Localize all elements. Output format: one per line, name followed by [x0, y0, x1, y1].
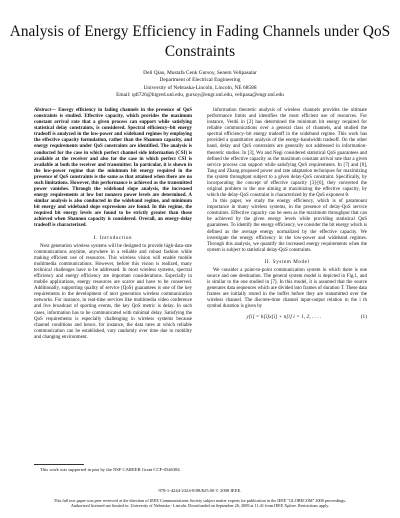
- license-line-2: Authorized licensed use limited to: University of Nebraska - Lincoln. Downloaded on September 26, 2009 at 11:41 from IEEE Xplore. Restrictions apply.: [70, 503, 330, 508]
- author-block: [0, 70, 400, 100]
- equation-number: (1): [360, 313, 367, 320]
- author-names: Deli Qiao, Mustafa Cenk Gursoy, Senem Velipasalar: [143, 70, 257, 76]
- author-affiliation: University of Nebraska-Lincoln, Lincoln, NE 68588: [143, 84, 257, 91]
- abstract-lead: Abstract: [34, 108, 52, 113]
- paper-title: Analysis of Energy Efficiency in Fading Channels under QoS Constraints: [9, 23, 391, 60]
- system-model-heading: II. System Model: [264, 258, 310, 265]
- isbn-line: 978-1-4244-2324-8/08/$25.00 © 2008 IEEE.: [158, 488, 242, 493]
- footnote-text: This work was supported in part by the NSF CAREER Grant CCF-0546384: [40, 467, 180, 472]
- right-column: [207, 108, 367, 322]
- intro-paragraph-3: In this paper, we study the energy efficiency, which is of paramount importance in many wireless systems, in the presence of delay-QoS service constraints. Effective capacity can be seen as the maximum throughput that can be achieved by the given energy levels while providing statistical QoS guarantees. To identify the energy efficiency, we consider the bit energy which is defined as the average energy normalized by the effective capacity. We investigate the energy efficiency in the low-power and wideband regimes. Through this analysis, we quantify the increased energy requirements when the system is subject to statistical delay-QoS constraints.: [207, 199, 367, 253]
- intro-paragraph: Next generation wireless systems will be designed to provide high-data-rate communications anytime, anywhere in a reliable and robust fashion while making efficient use of resources. This wireless vision will enable mobile multimedia communications. However, before this vision is realized, many technical challenges have to be addressed. In most wireless systems, spectral efficiency and energy efficiency are important considerations. Especially in mobile applications, energy resources are scarce and have to be conserved. Additionally, supporting quality of service (QoS) guarantees is one of the key requirements in the development of next generation wireless communication networks. For instance, in real-time services like multimedia video conference and live broadcast of sporting events, the key QoS metric is delay. In such cases, information has to be communicated with minimal delay. Satisfying the QoS requirements is especially challenging in wireless systems because channel conditions and hence, for instance, the data rates at which reliable communication can be established, vary randomly over time due to mobility and changing environment.: [34, 243, 192, 340]
- footnote-divider: [34, 464, 84, 465]
- author-email: Email: qdl726@bigred.unl.edu, gursoy@engr.unl.edu, velipasa@engr.unl.edu: [116, 92, 284, 99]
- intro-heading: I. Introduction: [93, 234, 133, 241]
- intro-paragraph-2: Information theoretic analysis of wireless channels provides the ultimate performance limits and identifies the most efficient use of resources. For instance, Verdú in [2] has determined the minimum bit energy required for reliable communications over a general class of channels, and studied the spectral efficiency–bit energy tradeoff in the wideband regime. This work has provided a quantitative analysis of the energy-bandwidth tradeoff. On the other hand, delay and QoS constraints are generally not addressed in information-theoretic studies. In [3], Wu and Negi considered statistical QoS guarantees and defined the effective capacity as the maximum constant arrival rate that a given service process can support while satisfying QoS requirements. In [7] and [8], Tang and Zhang proposed power and rate adaptation techniques for maximizing the system throughput subject to a given delay-QoS constraint. Specifically, by incorporating the concept of effective capacity [3]-[6], they converted the original problem to the one aiming at maximizing the effective capacity, by which the delay-QoS constraint is characterized by the QoS exponent θ.: [207, 108, 367, 199]
- equation-1: [207, 314, 367, 320]
- abstract-text: — Energy efficiency in fading channels in the presence of QoS constraints is studied. Effective capacity, which provides the maximum constant arrival rate that a given process can support while satisfying statistical delay constraints, is considered. Spectral efficiency–bit energy tradeoff is analyzed in the low-power and wideband regimes by employing the effective capacity formulation, rather than the Shannon capacity, and energy requirements under QoS constraints are identified. The analysis is conducted for the case in which perfect channel side information (CSI) is available at the receiver and also for the case in which perfect CSI is available at both the receiver and transmitter. In particular, it is shown in the low-power regime that the minimum bit energy required in the presence of QoS constraints is the same as that attained when there are no such limitations. However, this performance is achieved as the transmitted power vanishes. Through the wideband slope analysis, the increased energy requirements at low but nonzero power levels are determined. A similar analysis is also conducted in the wideband regime, and minimum bit energy and wideband slope expressions are found. In this regime, the required bit energy levels are found to be strictly greater than those achieved when Shannon capacity is considered. Overall, an energy-delay tradeoff is characterized.: [34, 108, 192, 229]
- footnote: [34, 467, 192, 473]
- license-line-1: This full text paper was peer reviewed at the direction of IEEE Communications Society subject matter experts for publication in the IEEE "GLOBECOM" 2008 proceedings.: [53, 498, 347, 503]
- left-column: [34, 108, 192, 341]
- author-department: Department of Electrical Engineering: [159, 77, 241, 84]
- abstract: [34, 108, 192, 230]
- system-model-paragraph: We consider a point-to-point communication system in which there is one source and one destination. The general system model is depicted in Fig.1, and is similar to the one studied in [7]. In this model, it is assumed that the source generates data sequences which are divided into frames of duration T. These data frames are initially stored in the buffer before they are transmitted over the wireless channel. The discrete-time channel input-output relation in the i th symbol duration is given by: [207, 267, 367, 310]
- license-notice: [0, 498, 400, 508]
- equation-expression: y[i] = h[i]x[i] + n[i] i = 1, 2, . . . .: [246, 313, 322, 320]
